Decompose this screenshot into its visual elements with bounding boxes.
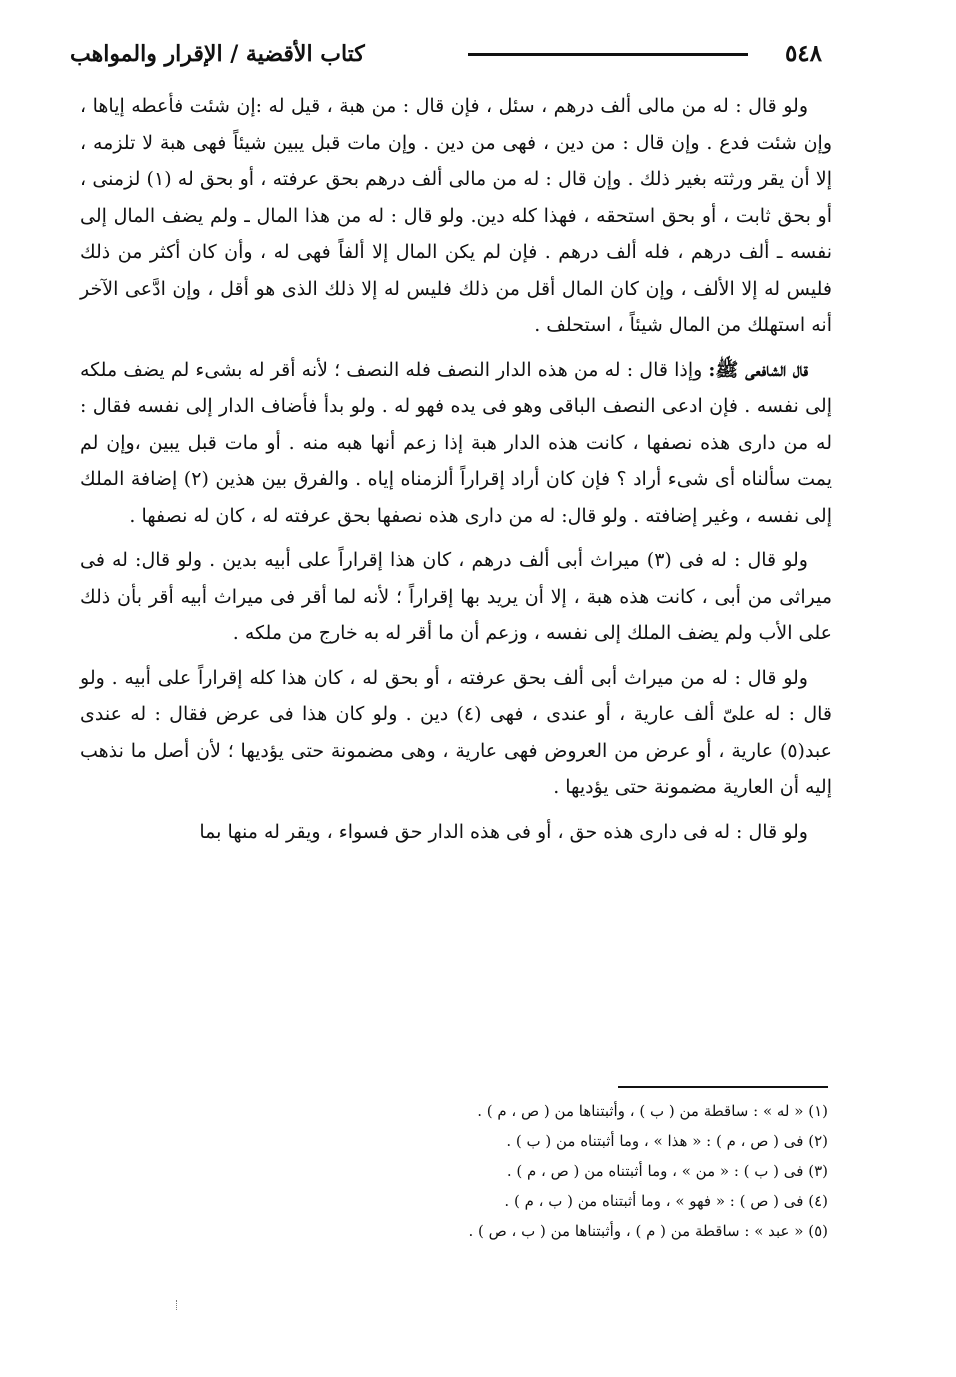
header-rule (468, 53, 748, 56)
footnote-separator (618, 1086, 828, 1088)
paragraph-lead: قال الشافعى ﷺ: (708, 358, 809, 381)
page-number: ٥٤٨ (784, 40, 822, 67)
paragraph (80, 542, 832, 652)
paragraph (80, 814, 832, 851)
page-header (70, 36, 830, 76)
running-title: كتاب الأقضية / الإقرار والمواهب (70, 41, 365, 67)
paragraph (80, 660, 832, 806)
footnote: (١) « له » : ساقطة من ( ب ) ، وأثبتناها من ( ص ، م ) . (477, 1102, 828, 1120)
paragraph-text: ولو قال : له من مالى ألف درهم ، سئل ، فإن قال : من هبة ، قيل له :إن شئت فأعطه إياها ، وإن شئت فدع . وإن قال : من دين ، فهى من دين . وإن مات قبل يبين شيئاً فهى هبة لا تلزمه ، إلا أن يقر ورثته بغير ذلك . وإن قال : له من مالى ألف درهم بحق عرفته ، أو بحق له (١) لزمنى ، أو بحق ثابت ، أو بحق استحقه ، فهذا كله دين. ولو قال : له من هذا المال ـ ولم يضف المال إلى نفسه ـ ألف درهم ، فله ألف درهم . فإن لم يكن المال إلا ألفاً فهى له ، وأن كان أكثر من ذلك فليس له إلا الألف ، وإن كان المال أقل من ذلك فليس له إلا ذلك الذى هو أقل ، وإن ادَّعى الآخر أنه استهلك من المال شيئاً ، استحلف . (80, 95, 832, 336)
paragraph-text: وإذا قال : له من هذه الدار النصف فله النصف ؛ لأنه أقر له بشىء لم يضف ملكه إلى نفسه . فإن ادعى النصف الباقى وهو فى يده فهو له . ولو بدأ فأضاف الدار إلى نفسه فقال : له من دارى هذه نصفها ، كانت هذه الدار هبة إذا زعم أنها هبه منه . أو مات قبل يبين ،وإن لم يمت سألناه أى شىء أراد ؟ فإن كان أراد إقراراً ألزمناه إياه . والفرق بين هذين (٢) إضافة الملك إلى نفسه ، وغير إضافته . ولو قال: له من دارى هذه نصفها بحق عرفته له ، كان له نصفها . (80, 358, 832, 527)
footnote: (٤) فى ( ص ) : « فهو » ، وما أثبتناه من ( ب ، م ) . (504, 1192, 828, 1210)
footnotes (268, 1096, 828, 1246)
scan-speck (176, 1300, 179, 1310)
paragraph (80, 88, 832, 344)
paragraph-text: ولو قال : له فى (٣) ميراث أبى ألف درهم ، كان هذا إقراراً على أبيه بدين . ولو قال: له فى ميراثى من أبى ، كانت هذه هبة ، إلا أن يريد بها إقراراً ؛ لأنه لما أقر فى ميراث أبيه أقر بأن ذلك على الأب ولم يضف الملك إلى نفسه ، وزعم أن ما أقر له به خارج من ملكه . (80, 549, 832, 644)
footnote: (٣) فى ( ب ) : « من » ، وما أثبتناه من ( ص ، م ) . (506, 1162, 828, 1180)
paragraph-text: ولو قال : له فى دارى هذه حق ، أو فى هذه الدار حق فسواء ، ويقر له منها بما (199, 820, 808, 843)
footnote: (٢) فى ( ص ، م ) : « هذا » ، وما أثبتناه من ( ب ) . (506, 1132, 828, 1150)
footnote: (٥) « عبد » : ساقطة من ( م ) ، وأثبتناها من ( ب ، ص ) . (468, 1222, 828, 1240)
paragraph-text: ولو قال : له من ميراث أبى ألف بحق عرفته ، أو بحق له ، كان هذا كله إقراراً على أبيه . ولو قال : له علىّ ألف عارية ، أو عندى ، فهى (٤) دين . ولو كان هذا فى عرض فقال : له عندى عبد(٥) عارية ، أو عرض من العروض فهى عارية ، وهى مضمونة حتى يؤديها ؛ لأن أصل ما نذهب إليه أن العارية مضمونة حتى يؤديها . (80, 666, 833, 798)
paragraph (80, 352, 832, 535)
main-text (80, 88, 832, 858)
